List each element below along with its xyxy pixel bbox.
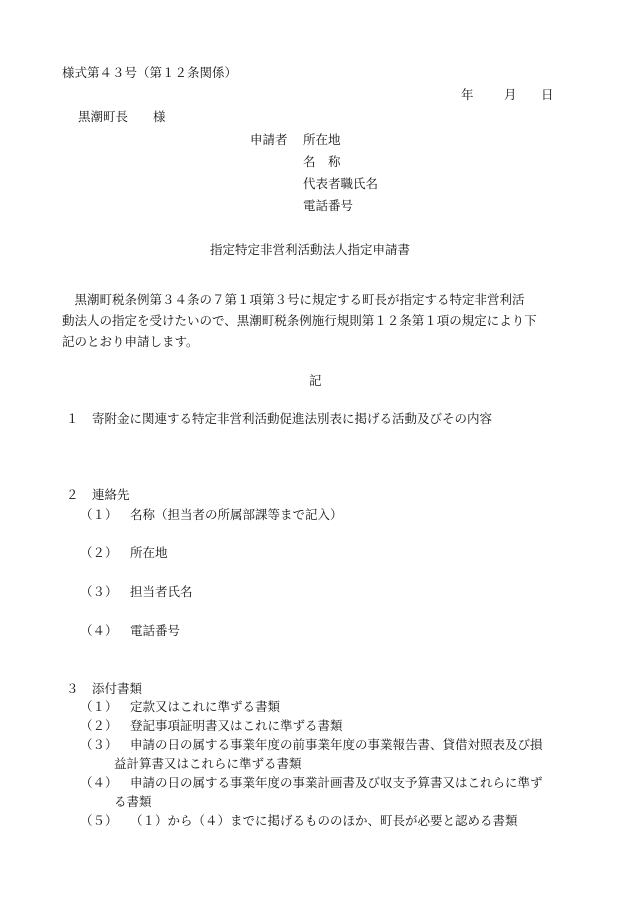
contact-item-number: （２） [80,545,118,560]
section1-number: １ [66,411,79,426]
attachment-item-number: （３） [80,737,118,752]
applicant-representative-label: 代表者職氏名 [303,176,379,191]
ki-heading: 記 [309,373,322,388]
contact-item-text: 電話番号 [130,623,181,638]
contact-item-text: 名称（担当者の所属部課等まで記入） [130,507,343,522]
contact-item-number: （４） [80,623,118,638]
attachment-item-text: （１）から（４）までに掲げるもののほか、町長が必要と認める書類 [130,813,518,828]
addressee: 黒潮町長 様 [78,109,166,124]
attachment-item-text: 申請の日の属する事業年度の事業計画書及び収支予算書又はこれらに準ず [130,775,543,790]
section1-text: 寄附金に関連する特定非営利活動促進法別表に掲げる活動及びその内容 [92,411,493,426]
contact-item-text: 所在地 [130,545,168,560]
attachment-item-number: （１） [80,699,118,714]
contact-item-number: （３） [80,584,118,599]
applicant-address-label: 所在地 [303,132,341,147]
applicant-name-label: 名 称 [303,154,341,169]
attachment-item-number: （２） [80,718,118,733]
attachment-item-continuation: る書類 [114,794,152,809]
attachment-item-text: 登記事項証明書又はこれに準ずる書類 [130,718,343,733]
body-line: 動法人の指定を受けたいので、黒潮町税条例施行規則第１２条第１項の規定により下 [62,313,537,328]
applicant-phone-label: 電話番号 [303,198,354,213]
applicant-label: 申請者 [250,132,288,147]
body-line: 記のとおり申請します。 [62,334,199,349]
section2-number: ２ [66,487,79,502]
date-year-label: 年 [461,87,474,102]
attachment-item-number: （４） [80,775,118,790]
attachment-item-continuation: 益計算書又はこれらに準ずる書類 [114,756,302,771]
form-number: 様式第４３号（第１２条関係） [62,65,238,80]
attachment-item-text: 定款又はこれに準ずる書類 [130,699,281,714]
contact-item-text: 担当者氏名 [130,584,193,599]
section3-heading: 添付書類 [92,681,143,696]
document-title: 指定特定非営利活動法人指定申請書 [210,242,411,257]
contact-item-number: （１） [80,507,118,522]
date-month-label: 月 [504,87,517,102]
section3-number: ３ [66,681,79,696]
body-line: 黒潮町税条例第３４条の７第１項第３号に規定する町長が指定する特定非営利活 [62,292,525,307]
attachment-item-text: 申請の日の属する事業年度の前事業年度の事業報告書、貸借対照表及び損 [130,737,543,752]
attachment-item-number: （５） [80,813,118,828]
date-day-label: 日 [541,87,554,102]
section2-heading: 連絡先 [92,487,130,502]
body-paragraph [62,289,582,352]
